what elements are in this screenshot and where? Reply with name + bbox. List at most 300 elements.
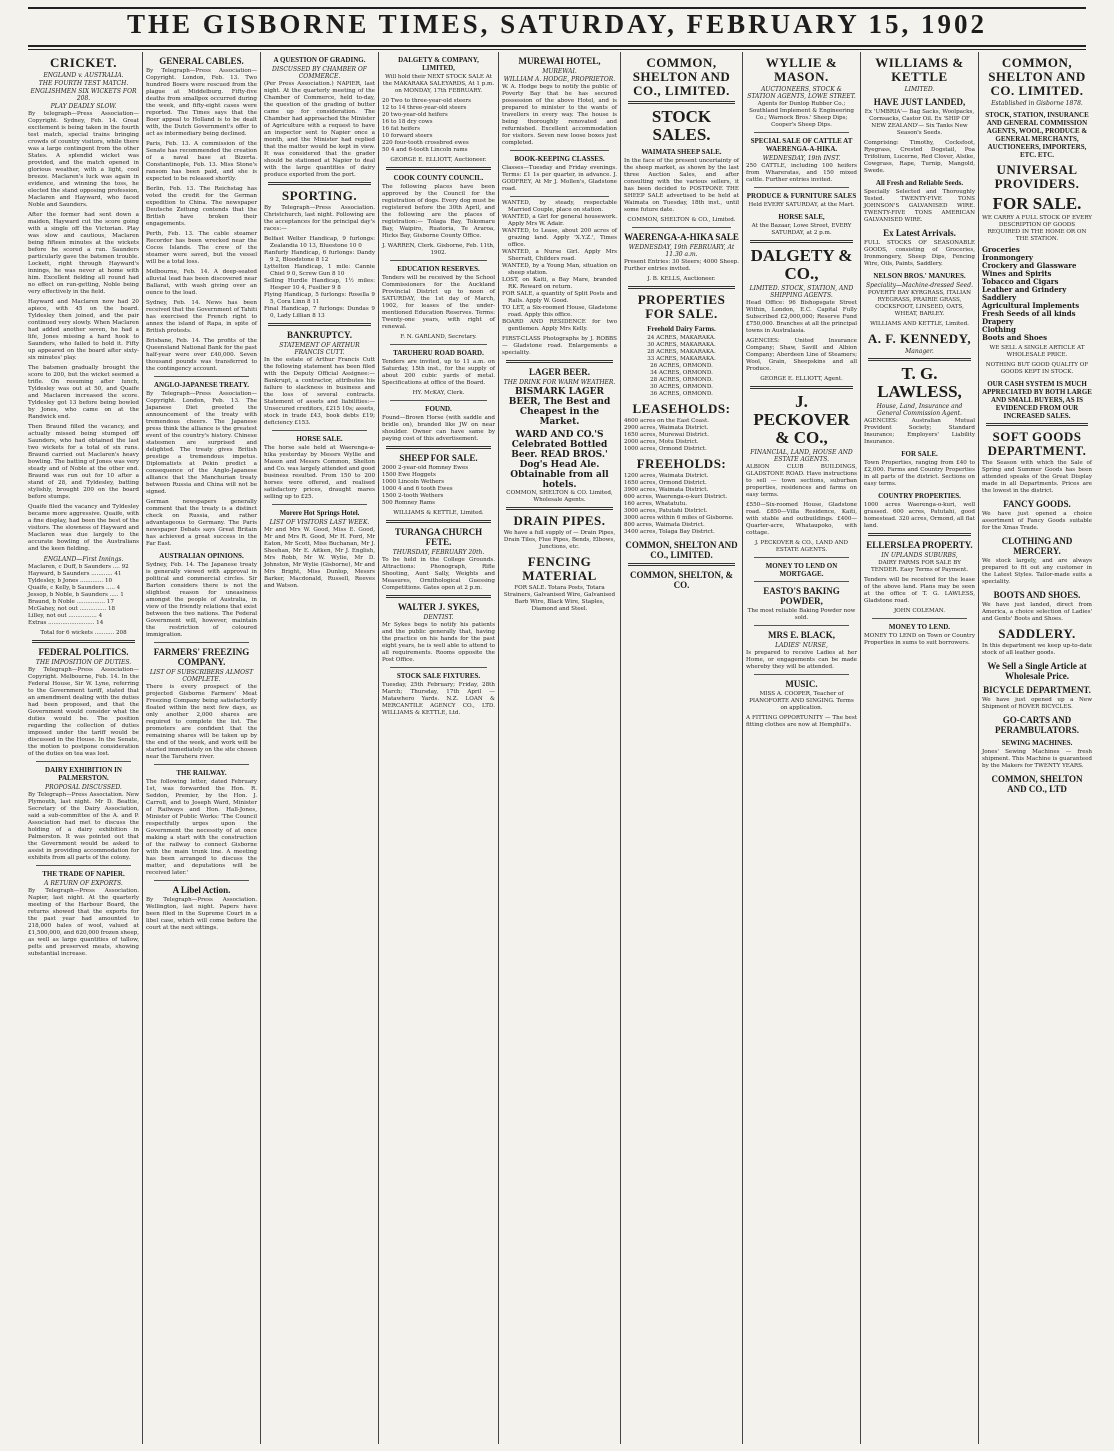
ad-signature: JOHN COLEMAN. [893,608,946,614]
section-sub: PROPOSAL DISCUSSED. [45,784,122,791]
race-entry: Flying Handicap, 5 furlongs: Rosella 9 5, Cora Linn 8 11 [264,292,375,305]
ad-text: W. A. Hodge begs to notify the public of Poverty Bay that he has secured possession of the above Hotel, and is prepared to minister to the wants of travellers in every way. The house is being thoroughly renovated and refurnished. Excellent accommodation for visitors. Seven new loose boxes just completed. [502,84,617,146]
section-heading: WALTER J. SYKES, [397,602,480,612]
race-entry: Ranfurly Handicap, 6 furlongs: Dandy 9 2, Bloodstone 8 12 [264,250,375,263]
goods-item: Drapery [982,317,1014,326]
ad-text: We have just opened a choice assortment of Fancy Goods suitable for the Xmas Trade. [982,511,1092,531]
classified-ad: FOR SALE, a quantity of Split Posts and Rails. Apply W. Good. [502,291,617,304]
ad-text: FULL STOCKS OF SEASONABLE GOODS, consisting of Groceries, Ironmongery, Sheep Dips, Fencing Wire, Oils, Paints, Saddlery. [864,240,975,267]
divider [754,132,849,133]
section-heading: FENCING MATERIAL [522,554,597,583]
article-text: Perth, Feb. 13. The cable steamer Recorder has been wrecked near the Cocos Islands. The crew of the steamer were saved, but the vessel will be a total loss. [146,231,257,265]
section-heading: ELLERSLEA PROPERTY. [866,540,973,550]
column-1 [25,52,143,1444]
freehold-entry: 3000 acres within 6 miles of Gisborne. [624,515,734,521]
divider [390,400,487,401]
section-sub: WILLIAM A. HODGE, PROPRIETOR. [503,76,616,83]
score-line: Lilley, not out ................ 4 [28,613,103,619]
divider [750,386,853,389]
masthead-bottom-rule [28,45,1086,47]
section-heading: THE TRADE OF NAPIER. [42,870,125,878]
freehold-entry: 1200 acres, Waimata District. [624,473,709,479]
firm-heading: COMMON, SHELTON AND CO. LIMITED. [988,55,1086,98]
section-sub: LADIES' NURSE, [775,642,828,649]
section-sub: STATEMENT OF ARTHUR FRANCIS CUTT. [279,342,360,356]
farm-entry: 30 ACRES, MAKARAKA. [647,342,716,348]
section-heading: BOOK-KEEPING CLASSES. [514,155,605,163]
ad-text: Will hold their NEXT STOCK SALE At the MAKARAKA SALEYARDS, At 1 p.m. on MONDAY, 17th FEBRUARY. [382,74,495,94]
sheep-entry: 1000 4 and 6 tooth Ewes [382,486,453,492]
article-text: Sydney, Feb. 14. The Japanese treaty is generally viewed with approval in political and commercial circles. Sir Barton considers there is not the slightest reason for uneasiness amongst the people of Australia, in view of the friendly relations that exist between the two nations. The Federal Government will, however, maintain the restriction of coloured immigration. [146,562,257,638]
ad-signature: WILLIAMS & KETTLE, Limited. [393,510,484,516]
ad-text: In this department we keep up-to-date stock of all leather goods. [982,643,1092,656]
sheep-entry: 1500 Ewe Hoggets [382,472,436,478]
ad-text: We have just landed, direct from America, a choice selection of Ladies' and Gents' Boots and Shoes. [982,602,1092,622]
ad-text: Town Properties, ranging from £40 to £2,000. Farms and Country Properties in all parts of the district. Sections on easy terms. [864,460,975,487]
column-5 [499,52,621,1444]
section-heading: PROPERTIES FOR SALE. [637,292,726,321]
newspaper-title: THE GISBORNE TIMES, SATURDAY, FEBRUARY 15, 1902 [127,9,987,39]
divider [390,344,487,345]
ad-signature: J. B. KELLS, Auctioneer. [647,276,716,282]
section-heading: AUSTRALIAN OPINIONS. [159,552,244,560]
section-sub: WAIMATA SHEEP SALE. [641,148,722,156]
ad-text: AGENCIES: Australian Mutual Provident Society; Standard Insurance; Employers' Liability Insurance. [864,418,975,445]
column-4 [379,52,499,1444]
leasehold-entry: 4600 acres on the East Coast. [624,418,709,424]
section-heading: STOCK SALE FIXTURES. [396,672,481,680]
section-heading: SEWING MACHINES. [1001,739,1073,747]
classified-ad: BOARD AND RESIDENCE for two gentlemen. Apply Mrs Kelly. [502,319,617,332]
divider [872,618,967,619]
section-heading: TURANGA CHURCH FETE. [394,527,483,547]
divider [628,563,735,566]
cricket-sub: ENGLISHMEN SIX WICKETS FOR 208. [30,88,137,102]
lager-ad: BISMARK LAGER BEER, The Best and Cheapest in the Market. [508,387,611,427]
ad-text: The Season with which the Sale of Spring and Summer Goods has been attended speaks of the Great Display made in all Departments. Prices are the lowest in the district. [982,460,1092,494]
stock-entry: 20 two-year-old heifers [382,112,448,118]
divider [386,446,491,449]
ad-text: Agents for Dunlop Rubber Co.; Southland Implement & Engineering Co.; Warnock Bros.' Sheep Dips; Cooper's Sheep Dips. [749,101,854,128]
section-heading: UNIVERSAL PROVIDERS. [994,162,1080,191]
divider [268,323,371,326]
ad-signature: F. N. GARLAND, Secretary. [400,334,477,340]
ad-text: Jones' Sewing Machines — fresh shipment. This Machine is guaranteed by the Makers for TWENTY YEARS. [982,749,1092,769]
cricket-heading: CRICKET. [50,55,117,70]
classified-ad: WANTED, to Lease, about 200 acres of grazing land. Apply 'X.Y.Z.', Times office. [502,228,617,248]
article-text: Brisbane, Feb. 14. The profits of the Queensland National Bank for the past half-year were over £40,000. Seven thousand pounds was transferred to the contingency account. [146,338,257,372]
freehold-list [624,473,739,536]
score-total: Total for 6 wickets ........... 208 [40,630,127,636]
scores-heading: ENGLAND—First Innings. [43,556,124,563]
ad-text: AGENCIES: United Insurance Company; Shaw, Savill and Albion Company; Aberdeen Line of Steamers; Wool, Grain, Sheepskins and all Produce. [746,338,857,372]
race-list [264,236,375,320]
firm-footer: COMMON, SHELTON AND CO., LTD [991,774,1083,794]
section-sub: THE DRINK FOR WARM WEATHER. [503,379,616,386]
score-line: Quaife, c Kelly, b Saunders ..... 4 [28,585,121,591]
section-sub: A RETURN OF EXPORTS. [44,880,123,887]
ad-text: We stock largely, and are always prepared to fit out any customer in the Latest Styles. Tailor-made suits a speciality. [982,558,1092,585]
ad-text: FIRST-CLASS Photographs by J. ROBBS — Gladstone road. Enlargements a speciality. [502,336,617,356]
score-line: McGahey, not out ............... 18 [28,606,116,612]
ad-signature: J. PECKOVER & CO., LAND AND ESTATE AGENTS. [754,540,849,553]
section-heading: MONEY TO LEND ON MORTGAGE. [765,562,838,578]
leasehold-list [624,418,739,453]
section-heading: STOCK SALES. [651,107,712,144]
section-heading: EASTO'S BAKING POWDER, [763,586,840,606]
section-heading: MUSIC. [785,679,818,689]
column-7 [743,52,861,1444]
divider [628,101,735,104]
divider [868,533,971,536]
ad-text: A FITTING OPPORTUNITY — The best fitting clothes are now at Hemphill's. [746,715,857,728]
farm-entry: 28 ACRES, ORMOND. [650,377,713,383]
article-text: The horse sale held at Waerenga-a-hika yesterday by Messrs Wyllie and Mason and Messrs Common, Shelton and Co. was largely attended and good business resulted. From 150 to 200 horses were offered, and realised satisfactory prices, draught mares selling up to £25. [264,445,375,500]
section-heading: LAGER BEER. [528,367,590,377]
goods-item: Ironmongery [982,253,1033,262]
article-text: The batsmen gradually brought the score to 200, but the wicket seemed a trifle. On resuming after lunch, Tyldesley was out at 50, and Quaife and Maclaren increased the score. Tyldesley got 13 before being bowled by Jones, who came on at the Randwick end. [28,365,139,420]
ad-text: In the face of the present uncertainty of the sheep market, as shown by the last three Auction Sales, and after consulting with the various sellers, it has been decided to POSTPONE THE SHEEP SALE advertised to be held at Waimata on Tuesday, 18th inst., until some future date. [624,158,739,213]
freehold-entry: 160 acres, Whatatutu. [624,501,688,507]
leasehold-entry: 1000 acres, Ormond District. [624,446,707,452]
masthead-bottom-rule-thin [28,49,1086,50]
section-heading: NELSON BROS.' MANURES. [873,272,966,280]
article-text: By Telegraph—Press Association. Napier, last night. At the quarterly meeting of the Harbour Board, the returns showed that the exports for the past year had amounted to 218,000 bales of wool, valued at £1,500,000, and 620,000 frozen sheep, as well as large quantities of tallow, pelts and preserved meats, showing substantial increase. [28,888,139,957]
divider [510,196,609,197]
goods-item: Clothing [982,325,1016,334]
divider [386,167,491,170]
divider [986,423,1088,426]
section-sub: DISCUSSED BY CHAMBER OF COMMERCE. [272,66,367,80]
farm-entry: 24 ACRES, MAKARAKA. [647,335,716,341]
ad-signature: GEORGE E. ELLIOTT, Agent. [760,376,843,382]
section-sub: WEDNESDAY, 19th INST. [762,155,841,162]
divider [506,507,613,510]
sheep-list [382,465,495,507]
article-text: By Telegraph—Press Association. Wellington, last night. Papers have been filed in the Supreme Court in a libel case, which will come before the court at the next sittings. [146,897,257,931]
section-sub: Established in Gisborne 1878. [991,100,1083,107]
firm-heading: WYLLIE & MASON. [765,55,838,84]
article-text: Hayward and Maclaren now had 20 apiece, with 45 on the board. Tyldesley then joined, and the pair continued very slowly. When Maclaren had added another seven, he had a life, Jones missing a hard hook to Saunders, who failed to hold it. Fifty up appeared on the board after sixty-six minutes' play. [28,299,139,361]
section-heading: A. F. KENNEDY, [867,331,972,346]
ad-text: DAIRY FARMS FOR SALE BY TENDER. Easy Terms of Payment. [871,560,968,573]
section-heading: FANCY GOODS. [1003,499,1071,509]
ad-text: £550—Six-roomed House, Gladstone road. £850—Villa Residence, Kaiti, with stable and outbuildings. £400—Quarter-acre, Whataupoko, with cottage. [746,502,857,536]
section-sub: THE IMPOSITION OF DUTIES. [35,659,132,666]
ad-text: We have a full supply of — Drain Pipes, Drain Tiles, Flue Pipes, Bends, Elbows, Junctions, etc. [503,530,616,550]
section-heading: MONEY TO LEND. [888,623,951,631]
stock-entry: 20 Two to three-year-old steers [382,98,471,104]
divider [868,358,971,361]
divider [36,761,131,762]
classified-ad: WANTED, a Nurse Girl. Apply Mrs Sherratt, Childers road. [502,249,617,262]
score-line: Maclaren, c Duff, b Saunders .... 92 [28,564,129,570]
section-sub: Manager. [905,348,934,355]
section-heading: A QUESTION OF GRADING. [273,56,366,64]
ad-text: The most reliable Baking Powder now sold. [747,608,856,621]
section-sub: Speciality—Machine-dressed Seed. [866,282,973,289]
section-sub: THURSDAY, FEBRUARY 20th. [392,549,485,556]
firm-heading: J. PECKOVER & CO., [753,392,850,447]
column-6 [621,52,743,1444]
article-text: Mr and Mrs W. Good, Miss E. Good, Mr and Mrs R. Good, Mr H. Ford, Mr Eaton, Mr Scott, Miss Buchanan, Mr J. Sheehan, Mr E. Aitken, Mr J. English, Mrs Robb, Mr W. Wylie, Mr D. Johnston, Mr Wylie (Gisborne), Mr and Mrs Bright, Miss Dunlop, Messrs Barker, Macdonald, Russell, Reeves and Watson. [264,527,375,589]
divider [754,581,849,582]
ad-signature: HY. McKAY, Clerk. [412,390,465,396]
leasehold-entry: 1650 acres, Murewai District. [624,432,709,438]
classified-ad: TO LET, a Six-roomed House, Gladstone road. Apply this office. [502,305,617,318]
section-sub: IN UPLANDS SUBURBS, [881,552,958,559]
divider [750,240,853,243]
ad-text: MONEY TO LEND on Town or Country Properties in sums to suit borrowers. [864,633,975,646]
sheep-entry: 2000 2-year-old Romney Ewes [382,465,469,471]
ad-text: Tenders will be received by the School Commissioners for the Auckland Provincial District up to noon of SATURDAY, the 1st day of March, 1902, for leases of the under-mentioned Education Reserves. Terms: Twenty-one years, with right of renewal. [382,275,495,330]
section-heading: GO-CARTS AND PERAMBULATORS. [995,715,1079,735]
classified-ad: WANTED, a Girl for general housework. Apply Mrs W. Adair. [502,214,617,227]
stock-entry: 50 4 and 6-tooth Lincoln rams [382,147,468,153]
ad-text: Tenders will be received for the lease of the above land. Plans may be seen at the office of T. G. LAWLESS, Gladstone road. [864,577,975,604]
column-9 [979,52,1095,1444]
ad-text: Present Entries: 30 Steers; 4000 Sheep. Further entries invited. [624,259,739,272]
stock-entry: 220 four-tooth crossbred ewes [382,140,469,146]
article-text: German newspapers generally comment that the treaty is a distinct check on Russia, and rather advantageous to Germany. The Paris newspaper Debats says Great Britain has achieved a great success in the Far East. [146,499,257,547]
section-heading: HORSE SALE. [296,435,343,443]
section-heading: FREEHOLDS: [636,456,727,471]
divider [268,182,371,185]
ad-text: 250 CATTLE, including 100 heifers from Whareratas, and 150 mixed cattle. Further entries invited. [746,163,857,183]
ad-text: FOR SALE. Totara Posts, Totara Strainers, Galvanised Wire, Galvanised Barb Wire, Black Wire, Staples, Diamond and Steel. [503,585,616,612]
section-heading: LEASEHOLDS: [632,401,731,416]
divider [154,880,249,881]
section-heading: WAERENGA-A-HIKA SALE [624,232,739,242]
ad-text: Specially Selected and Thoroughly Tested. TWENTY-FIVE TONS JOHNSON'S GALVANISED WIRE. TWENTY-FIVE TONS AMERICAN GALVANISED WIRE. [864,189,975,223]
section-heading: COUNTRY PROPERTIES. [878,492,961,500]
ad-text: Mr Sykes begs to notify his patients and the public generally that, having the practice on his hands for the past eight years, he is well able to attend to all requirements. Rooms opposite the Post Office. [382,622,495,663]
score-line: Extras .......................... 14 [28,620,104,626]
column-8 [861,52,979,1444]
stock-entries [382,98,495,154]
article-text: Berlin, Feb. 13. The Reichstag has voted the credit for the German expedition to China. The newspaper Deutsche Zeitung contends that the British have broken their engagements. [146,186,257,227]
ad-text: We have just opened up a New Shipment of ROVER BICYCLES. [982,697,1092,710]
goods-item: Wines and Spirits [982,269,1052,278]
divider [272,504,367,505]
section-heading: We Sell a Single Article at Wholesale Price. [987,661,1087,681]
sheep-entry: 500 Romney Rams [382,500,436,506]
race-entry: Final Handicap, 7 furlongs: Dundas 9 0, Lady Lillian 8 13 [264,306,375,319]
section-heading: DAIRY EXHIBITION IN PALMERSTON. [45,766,122,782]
section-sub: LIMITED. [904,86,935,93]
divider [754,674,849,675]
divider [754,187,849,188]
section-heading: FOR SALE. [901,450,938,458]
firm-footer: COMMON, SHELTON, & CO. [629,570,733,590]
firm-heading: T. G. LAWLESS, [877,364,962,401]
freehold-entry: 3000 acres, Patutahi District. [624,508,708,514]
classified-ad: LOST, on Kaiti, a Bay Mare, branded RK. Reward on return. [502,277,617,290]
firm-heading: DALGETY & CO., [750,246,853,283]
goods-item: Fresh Seeds of all kinds [982,309,1076,318]
score-line: Jessop, b Noble, b Saunders ..... 1 [28,592,124,598]
firm-heading: COMMON, SHELTON AND CO., LIMITED. [632,55,731,98]
freehold-entry: 600 acres, Waerenga-o-kuri District. [624,494,728,500]
article-text: Paris, Feb. 13. A commission of the Senate has recommended the creation of a naval base at Bizerta. Constantinople, Feb. 13. Miss Stone's ransom has been paid, and she is expected to be released shortly. [146,141,257,182]
cricket-sub: ENGLAND v. AUSTRALIA. [43,72,124,79]
section-heading: SHEEP FOR SALE. [399,453,478,463]
ad-text: Tuesday, 25th February; Friday, 28th March; Thursday, 17th April — Matawhero Yards. N.Z. LOAN & MERCANTILE AGENCY CO., LTD. WILLIAMS & KETTLE, Ltd. [382,682,495,716]
goods-item: Tobacco and Cigars [982,277,1059,286]
section-heading: SADDLERY. [998,626,1076,641]
sheep-entry: 1500 2-tooth Wethers [382,493,444,499]
stock-entry: 16 fat heifers [382,126,420,132]
article-text: In the estate of Arthur Francis Cutt the following statement has been filed with the Deputy Official Assignee:— Bankrupt, a contractor, attributes his failure to slackness in business and the loss of several contracts. Statement of assets and liabilities:— Unsecured creditors, £215 10s; assets, stock in trade £43, book debts £19; deficiency £153. [264,357,375,426]
score-line: Tyldesley, b Jones ............. 10 [28,578,113,584]
ad-text: To be held in the College Grounds. Attractions: Phonograph, Rifle Shooting, Aunt Sally, Weights and Measures, Ornithological Guessing Competitions. Gates open at 2 p.m. [382,557,495,591]
article-text: Melbourne, Feb. 14. A deep-seated alluvial lead has been discovered near Ballarat, with wash giving over an ounce to the load. [146,269,257,296]
farm-entry: 36 ACRES, ORMOND. [650,391,713,397]
sheep-entry: 1000 Lincoln Wethers [382,479,445,485]
masthead [0,0,1114,46]
article-text: (Per Press Association.) NAPIER, last night. At the quarterly meeting of the Chamber of Commerce, held to-day, the question of the grading of butter came up for consideration. The Chamber had approached the Minister of Agriculture with a request to have an inspector sent to Napier once a month, and the Minister had replied that the matter would be kept in view. It was considered that the grader should be stationed at Napier to deal with the large quantities of dairy produce exported from the port. [264,81,375,178]
section-heading: SOFT GOODS DEPARTMENT. [987,429,1087,458]
article-text: By Telegraph—Press Association—Copyright. London, Feb. 13. Two hundred Boers were rescued from the plague at Middelburg. Fifty-five deaths from smallpox occurred during the week, and fifty-eight cases were reported. The Times says that the Boer appeal to Holland is to be dealt with, the Dutch Government's offer to act as intermediary being declined. [146,68,257,137]
section-sub: MUREWAI. [542,68,577,75]
score-line: Hayward, b Saunders ............ 41 [28,571,122,577]
section-heading: BICYCLE DEPARTMENT. [983,685,1091,695]
leasehold-entry: 2900 acres, Waimata District. [624,425,709,431]
goods-item: Agricultural Implements [982,301,1080,310]
ad-signature: COMMON, SHELTON & CO. Limited, Wholesale Agents. [506,490,613,503]
column-3 [261,52,379,1444]
article-text: By Telegraph—Press Association—Copyright. London, Feb. 13. The Japanese Diet greeted the announcement of the treaty with tremendous cheers. The Japanese press think the alliance is the greatest event of the country's history. Chinese statesmen are surprised and delighted. The treaty gives British prestige a tremendous impetus. Diplomatists at Pekin predict a consequence of the Anglo-Japanese alliance that the Manchurian treaty between Russia and China will not be signed. [146,391,257,495]
scoreboard [28,564,139,627]
divider [390,260,487,261]
section-heading: THE RAILWAY. [176,769,227,777]
ad-text: Found—Brown Horse (with saddle and bridle on), branded like JW on near shoulder. Owner can have same by paying cost of this advertisement. [382,415,495,442]
ad-signature: J. WARREN, Clerk. Gisborne, Feb. 11th, 1902. [382,243,495,256]
divider [154,642,249,643]
ad-text: ALBION CLUB BUILDINGS, GLADSTONE ROAD. Have instructions to sell — town sections, suburban properties, residences and farms on easy terms. [746,464,857,498]
divider [754,557,849,558]
ad-text: Ex 'UMBRIA'— Bag Sacks, Woolpacks, Cornsacks, Castor Oil. Ex 'SHIP OF NEW ZEALAND'— Six Tanks New Season's Seeds. [864,109,975,136]
divider [628,286,735,289]
goods-item: Crockery and Glassware [982,261,1077,270]
column-2 [143,52,261,1444]
article-text: By Telegraph—Press Association—Copyright. Melbourne, Feb. 14. In the Federal House, Sir W. Lyne, referring to the Government tariff, stated that an amendment dealing with the duties had been proposed, and that the Government would consider what the duties would be. The position regarding the collection of duties imposed under the tariff would be discussed in the House. In the Senate, the motion to postpone consideration of the duties on tea was lost. [28,667,139,757]
section-heading: FARMERS' FREEZING COMPANY. [153,647,250,667]
article-text: Then Braund filled the vacancy, and actually missed being stumped off Saunders, who had obtained the last two wickets for a total of six runs. Braund carried out Maclaren's heavy bowling. The batting of Jones was very steady and of Noble at the other end. Braund was run out for 10 after a stand of 28, and Tyldesley, batting stylishly, brought 200 on the board before stumps. [28,424,139,500]
ad-text: Head Office: 96 Bishopsgate Street Within, London, E.C. Capital Fully Subscribed £2,000,000; Reserve Fund £750,000. Branches at all the principal towns in Australasia. [746,300,857,334]
article-text: Quaife filed the vacancy and Tyldesley became more aggressive. Quaife, with a fine display, had been the best of the visitors. The slowness of Hayward and Maclaren was due largely to the accurate bowling of the Australians and the keen fielding. [28,504,139,552]
article-text: By telegraph—Press Association—Copyright. Sydney, Feb. 14. Great excitement is being taken in the fourth test match, special trains bringing crowds of country visitors, while there was a large contingent from the other States. A splendid wicket was provided, and the match opened in glorious weather, with a light, cool breeze. Maclaren's luck was again in evidence, and winning the toss, he elected the stand opposing profession, Maclaren and Hayward, who faced Noble and Saunders. [28,111,139,208]
ad-text: MISS A. COOPER, Teacher of PIANOFORTE AND SINGING. Terms on application. [749,691,854,711]
goods-item: Saddlery [982,293,1017,302]
freehold-entry: 800 acres, Waimata District. [624,522,705,528]
section-sub: AUCTIONEERS, STOCK & STATION AGENTS, LOWE STREET. [747,86,856,100]
leasehold-entry: 2000 acres, Motu District. [624,439,699,445]
freehold-entry: 1650 acres, Ormond District. [624,480,707,486]
divider [386,595,491,598]
section-heading: A Libel Action. [172,885,231,895]
ad-text: Held EVERY SATURDAY, at the Mart. [748,202,855,208]
section-heading: All Fresh and Reliable Seeds. [875,179,964,187]
goods-item: Leather and Grindery [982,285,1067,294]
divider [154,764,249,765]
ad-text: POVERTY BAY KYRGRASS, ITALIAN RYEGRASS, PRAIRIE GRASS, COCKSFOOT, LINSEED, OATS, WHEAT, BARLEY. [867,290,972,317]
cricket-sub: THE FOURTH TEST MATCH. [38,80,129,87]
ad-signature: COMMON, SHELTON & CO., Limited. [627,217,736,223]
article-text: Sydney, Feb. 14. News has been received that the Government of Tahiti has exercised the French right to annex the island of Rapa, in spite of British protests. [146,300,257,334]
ad-text: The following places have been approved by the Council for the registration of dogs. Every dog must be registered before the 30th April, and the following are the places of registration:— Tolaga Bay, Tokomaru Bay, Waipiro, Ruatoria, Te Araroa, Hicks Bay, Gisborne County Office. [382,184,495,239]
farm-entry: 30 ACRES, ORMOND. [650,384,713,390]
stock-entry: 12 to 14 three-year-old steers [382,105,467,111]
ad-text: Is prepared to receive Ladies at her Home, or engagements can be made whereby they will be attended. [746,650,857,670]
section-heading: CLOTHING AND MERCERY. [1001,536,1073,556]
ad-text: WE CARRY A FULL STOCK OF EVERY DESCRIPTION OF GOODS REQUIRED IN THE HOME OR ON THE STATION. [982,215,1092,242]
firm-signature: COMMON, SHELTON AND CO., LIMITED. [625,540,738,560]
divider [390,667,487,668]
divider [510,150,609,151]
section-heading: STOCK, STATION, INSURANCE AND GENERAL COMMISSION AGENTS, WOOL, PRODUCE & GENERAL MERCHANTS, AUCTIONEERS, IMPORTERS, ETC. ETC. [985,111,1089,159]
section-heading: SPECIAL SALE OF CATTLE AT WAERENGA-A-HIKA. [750,137,853,153]
ad-text: At the Bazaar, Lowe Street, EVERY SATURDAY, at 2 p.m. [751,223,852,236]
section-sub: FINANCIAL, LAND, HOUSE AND ESTATE AGENTS. [750,449,853,463]
section-heading: DRAIN PIPES. [513,513,606,528]
section-heading: TARUHERU ROAD BOARD. [393,349,484,357]
section-heading: PRODUCE & FURNITURE SALES [746,192,857,200]
firm-heading: WILLIAMS & KETTLE [875,55,964,84]
divider [506,360,613,363]
section-sub: LIST OF VISITORS LAST WEEK. [269,519,370,526]
goods-item: Boots and Shoes [982,333,1048,342]
section-sub: LIST OF SUBSCRIBERS ALMOST COMPLETE. [149,669,254,683]
ad-signature: GEORGE E. ELLIOTT, Auctioneer. [390,157,487,163]
ad-text: Classes—Tuesday and Friday evenings. Terms: £1 1s per quarter, in advance. J. GODFREY, At Mr J. Mollen's, Gladstone road. [502,165,617,192]
section-heading: MRS E. BLACK, [767,630,835,640]
stock-entry: 10 forward steers [382,133,433,139]
goods-item: Groceries [982,245,1020,254]
newspaper-page [25,52,1095,1444]
section-heading: SPORTING. [281,188,358,203]
section-heading: Ex Latest Arrivals. [883,228,956,238]
section-sub: DENTIST. [423,614,454,621]
classified-ad: WANTED, by a Young Man, situation on sheep station. [502,263,617,276]
divider [754,625,849,626]
ad-heading: DALGETY & COMPANY, LIMITED, [398,56,479,72]
ward-ad: WARD AND CO.'S Celebrated Bottled Beer. READ BROS.' Dog's Head Ale. Obtainable from all hotels. [510,430,609,490]
section-heading: GENERAL CABLES. [159,56,244,66]
farm-entry: 28 ACRES, MAKARAKA. [647,349,716,355]
section-heading: Morere Hot Springs Hotel. [279,509,360,517]
article-text: After the former had sent down a maiden, Hayward cut the score going with a single off the Victorian. Play was slow and cautious, Maclaren being fifteen minutes at the wickets before he scored a run. Saunders particularly gave the batsmen trouble. Lockett, right through Hayward's innings, he was never at home with him. Excellent fielding all round had no effect on run-getting, Noble being very effectively in the field. [28,212,139,295]
divider [32,640,135,643]
divider [386,520,491,523]
section-heading: HAVE JUST LANDED, [873,97,966,107]
freehold-entry: 3900 acres, Waimata District. [624,487,709,493]
section-heading: FOR SALE. [992,194,1082,213]
farm-entry: 26 ACRES, ORMOND. [650,363,713,369]
article-text: By Telegraph—Press Association. Christchurch, last night. Following are the acceptances for the principal day's races:— [264,205,375,232]
section-heading: BOOTS AND SHOES. [993,590,1081,600]
divider [36,865,131,866]
freehold-entry: 3400 acres, Tolaga Bay District. [624,529,715,535]
race-entry: Lyttelton Handicap, 1 mile: Cannie Chiel 9 0, Screw Gun 8 10 [264,264,375,277]
race-entry: Belfast Welter Handicap, 9 furlongs: Zealandia 10 13, Bluestone 10 0 [264,236,375,249]
section-heading: FOUND. [425,405,452,413]
section-heading: ANGLO-JAPANESE TREATY. [153,381,250,389]
farm-entry: 33 ACRES, MAKARAKA. [647,356,716,362]
ad-text: WE SELL A SINGLE ARTICLE AT WHOLESALE PRICE. [989,345,1085,358]
article-text: The following letter, dated February 1st, was forwarded the Hon. R. Seddon, Premier, by the Hon. J. Carroll, and to Joseph Ward, Minister of Railways and Hon. Hall-Jones, Minister of Public Works: 'The Council respectfully urges upon the Government the necessity of at once making a start with the construction of the railway to connect Gisborne with the main trunk line. A meeting has been arranged to discuss the matter, and deputations will be received later.' [146,779,257,876]
ad-text: Tenders are invited, up to 11 a.m. on Saturday, 15th inst., for the supply of about 200 cubic yards of metal. Specifications at office of the Board. [382,359,495,386]
